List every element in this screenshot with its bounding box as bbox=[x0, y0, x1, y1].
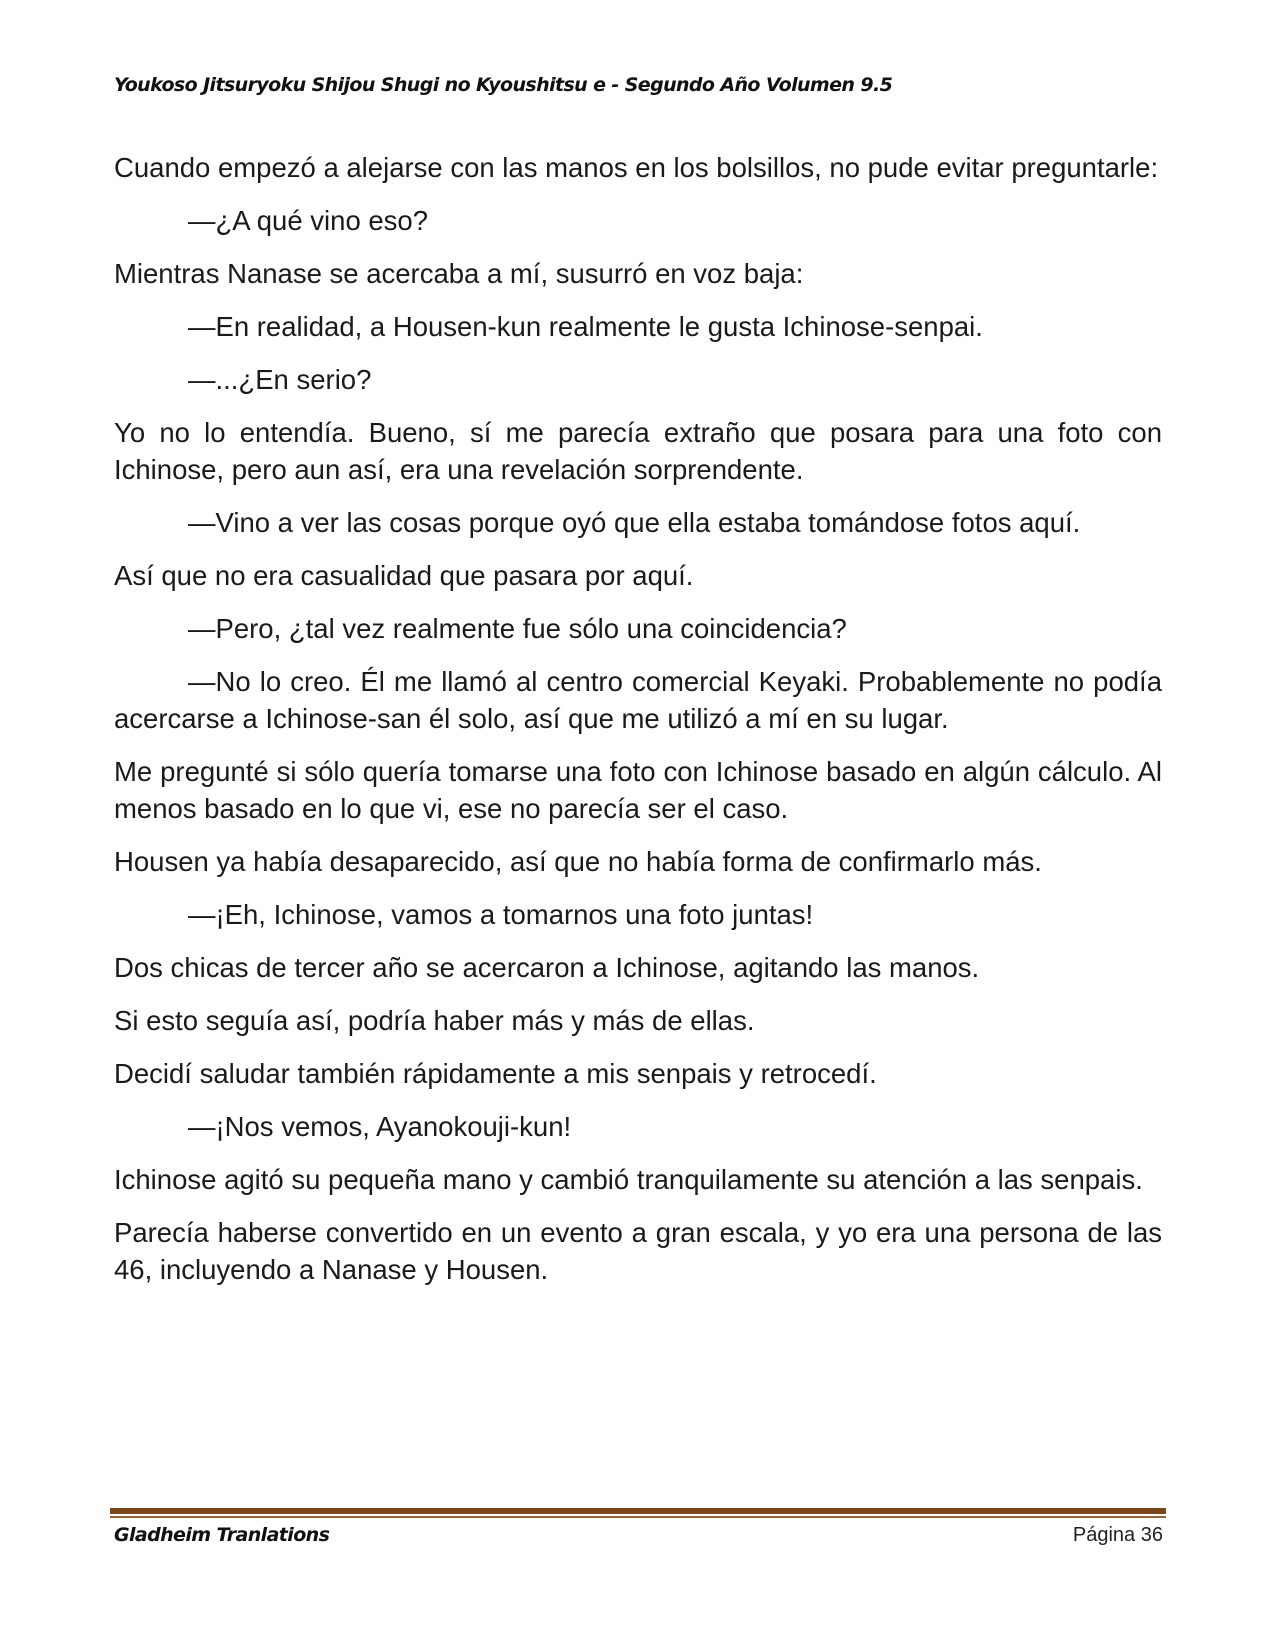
page-number-value: 36 bbox=[1140, 1524, 1163, 1546]
paragraph: Así que no era casualidad que pasara por aquí. bbox=[114, 560, 694, 591]
paragraph: Parecía haberse convertido en un evento a gran escala, y yo era una persona de las 46, incluyendo a Nanase y Housen. bbox=[114, 1217, 1162, 1285]
paragraph: Decidí saludar también rápidamente a mis senpais y retrocedí. bbox=[114, 1058, 877, 1089]
paragraph: Cuando empezó a alejarse con las manos en los bolsillos, no pude evitar preguntarle: bbox=[114, 152, 1159, 183]
paragraph: Yo no lo entendía. Bueno, sí me parecía extraño que posara para una foto con Ichinose, pero aun así, era una revelación sorprendente. bbox=[114, 417, 1162, 485]
footer-rule-thin bbox=[110, 1516, 1166, 1518]
dialog-paragraph: —¡Nos vemos, Ayanokouji-kun! bbox=[188, 1111, 572, 1142]
dialog-paragraph: —Vino a ver las cosas porque oyó que ella estaba tomándose fotos aquí. bbox=[188, 507, 1081, 538]
dialog-paragraph: —No lo creo. Él me llamó al centro comercial Keyaki. Probablemente no podía acercarse a Ichinose-san él solo, así que me utilizó a mí en su lugar. bbox=[114, 666, 1162, 734]
paragraph: Dos chicas de tercer año se acercaron a Ichinose, agitando las manos. bbox=[114, 952, 980, 983]
paragraph: Si esto seguía así, podría haber más y más de ellas. bbox=[114, 1005, 755, 1036]
page-number bbox=[1073, 1524, 1163, 1547]
dialog-paragraph: —¡Eh, Ichinose, vamos a tomarnos una foto juntas! bbox=[188, 899, 814, 930]
dialog-paragraph: —En realidad, a Housen-kun realmente le gusta Ichinose-senpai. bbox=[188, 311, 983, 342]
running-header: Youkoso Jitsuryoku Shijou Shugi no Kyoushitsu e - Segundo Año Volumen 9.5 bbox=[114, 74, 893, 96]
paragraph: Ichinose agitó su pequeña mano y cambió tranquilamente su atención a las senpais. bbox=[114, 1164, 1143, 1195]
paragraph: Housen ya había desaparecido, así que no había forma de confirmarlo más. bbox=[114, 846, 1042, 877]
page-label: Página bbox=[1072, 1524, 1136, 1546]
footer-credit: Gladheim Tranlations bbox=[114, 1524, 330, 1546]
footer-rule bbox=[110, 1508, 1166, 1514]
paragraph: Mientras Nanase se acercaba a mí, susurró en voz baja: bbox=[114, 258, 804, 289]
dialog-paragraph: —Pero, ¿tal vez realmente fue sólo una coincidencia? bbox=[188, 613, 847, 644]
dialog-paragraph: —...¿En serio? bbox=[188, 364, 372, 395]
dialog-paragraph: —¿A qué vino eso? bbox=[188, 205, 429, 236]
paragraph: Me pregunté si sólo quería tomarse una foto con Ichinose basado en algún cálculo. Al menos basado en lo que vi, ese no parecía ser el caso. bbox=[114, 756, 1162, 824]
body-text bbox=[114, 149, 1162, 1304]
